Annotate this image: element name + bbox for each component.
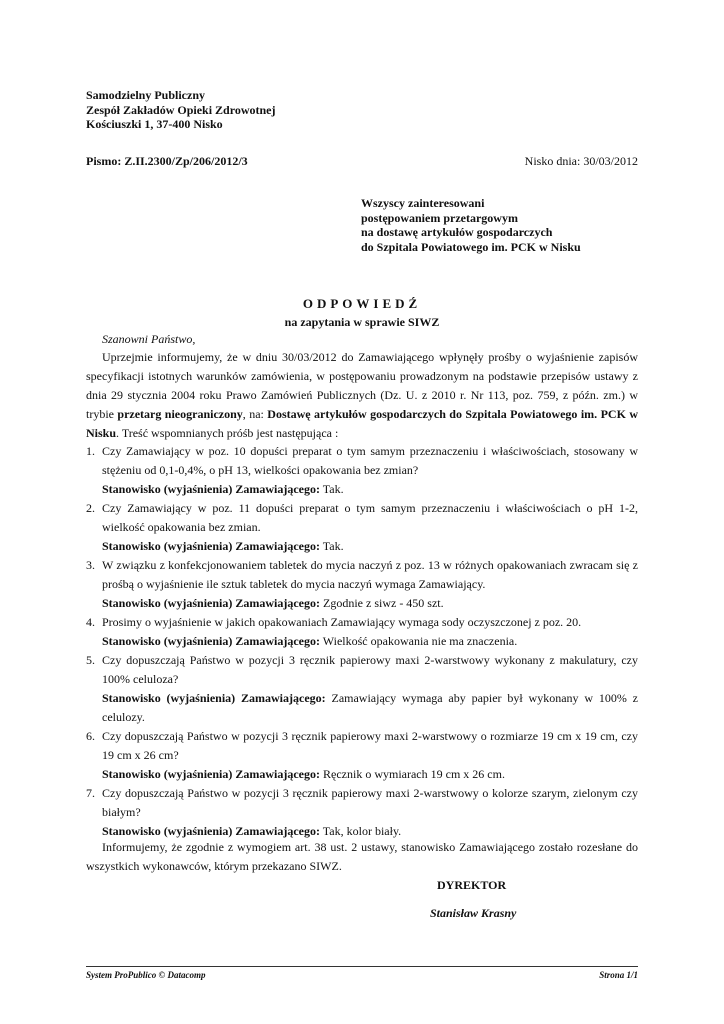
procurement-subject: Dostawę artykułów gospodarczych do Szpitala Powiatowego im. PCK w Nisku bbox=[86, 407, 638, 440]
procurement-mode: przetarg nieograniczony bbox=[117, 407, 243, 421]
intro-text: , na: bbox=[242, 407, 268, 421]
document-subtitle: na zapytania w sprawie SIWZ bbox=[284, 315, 440, 329]
intro-text: Uprzejmie informujemy, że w dniu 30/03/2012 do Zamawiającego wpłynęły prośby o wyjaśnienie zapisów specyfikacji istotnych warunków zamówienia, w postępowaniu prowadzonym na podstawie przepisów ustawy z dnia 29 stycznia 2004 roku Prawo Zamówień Publicznych (Dz. U. z 2010 r. Nr 113, poz. 759, z późn. zm.) w trybie bbox=[86, 350, 638, 421]
answer-label: Stanowisko (wyjaśnienia) Zamawiającego: bbox=[102, 824, 320, 838]
signer-name: Stanisław Krasny bbox=[430, 906, 517, 920]
salutation: Szanowni Państwo, bbox=[102, 332, 196, 346]
question-text: Czy dopuszczają Państwo w pozycji 3 ręcznik papierowy maxi 2-warstwowy o rozmiarze 19 cm x 19 cm, czy 19 cm x 26 cm? bbox=[102, 729, 638, 762]
sender-line: Samodzielny Publiczny bbox=[86, 88, 206, 102]
answer-label: Stanowisko (wyjaśnienia) Zamawiającego: bbox=[102, 691, 326, 705]
question-item bbox=[86, 651, 638, 727]
question-number: 2. bbox=[86, 501, 95, 515]
answer-text: Zgodnie z siwz - 450 szt. bbox=[323, 596, 444, 610]
answer-label: Stanowisko (wyjaśnienia) Zamawiającego: bbox=[102, 767, 320, 781]
questions-list bbox=[86, 442, 638, 841]
answer-text: Tak, kolor biały. bbox=[322, 824, 402, 838]
answer-text: Zamawiający wymaga aby papier był wykonany w 100% z celulozy. bbox=[102, 691, 639, 724]
footer-system: System ProPublico © Datacomp bbox=[86, 970, 206, 980]
sender-address bbox=[86, 88, 275, 132]
question-text: Prosimy o wyjaśnienie w jakich opakowaniach Zamawiający wymaga sody oczyszczonej z poz. 20. bbox=[102, 615, 582, 629]
question-number: 4. bbox=[86, 615, 95, 629]
footer-page-number: Strona 1/1 bbox=[599, 970, 638, 980]
question-text: Czy Zamawiający w poz. 11 dopuści preparat o tym samym przeznaczeniu i właściwościach o pH 1-2, wielkość opakowania bez zmian. bbox=[102, 501, 638, 534]
recipient-address bbox=[361, 196, 581, 254]
question-item bbox=[86, 442, 638, 499]
question-number: 5. bbox=[86, 653, 95, 667]
answer-line bbox=[102, 689, 638, 727]
letter-date: Nisko dnia: 30/03/2012 bbox=[524, 154, 638, 168]
answer-line bbox=[102, 765, 638, 784]
intro-text: . Treść wspomnianych próśb jest następująca : bbox=[116, 426, 339, 440]
recipient-line: do Szpitala Powiatowego im. PCK w Nisku bbox=[361, 239, 581, 254]
sender-line: Zespół Zakładów Opieki Zdrowotnej bbox=[86, 102, 276, 117]
question-number: 6. bbox=[86, 729, 95, 743]
question-text: Czy dopuszczają Państwo w pozycji 3 ręcznik papierowy maxi 2-warstwowy wykonany z makulatury, czy 100% celuloza? bbox=[102, 653, 638, 686]
question-text: Czy Zamawiający w poz. 10 dopuści preparat o tym samym przeznaczeniu i właściwościach, stosowany w stężeniu od 0,1-0,4%, o pH 13, wielkości opakowania bez zmian? bbox=[102, 444, 638, 477]
answer-text: Wielkość opakowania nie ma znaczenia. bbox=[322, 634, 518, 648]
answer-label: Stanowisko (wyjaśnienia) Zamawiającego: bbox=[102, 482, 320, 496]
question-item bbox=[86, 727, 638, 784]
answer-line bbox=[102, 594, 638, 613]
intro-paragraph bbox=[86, 348, 638, 443]
answer-line bbox=[102, 480, 638, 499]
question-item bbox=[86, 499, 638, 556]
letter-reference: Pismo: Z.II.2300/Zp/206/2012/3 bbox=[86, 154, 248, 168]
answer-label: Stanowisko (wyjaśnienia) Zamawiającego: bbox=[102, 634, 320, 648]
recipient-line: na dostawę artykułów gospodarczych bbox=[361, 225, 553, 239]
question-text: W związku z konfekcjonowaniem tabletek do mycia naczyń z poz. 13 w różnych opakowaniach zwracam się z prośbą o wyjaśnienie ile sztuk tabletek do mycia naczyń wymaga Zamawiający. bbox=[102, 558, 638, 591]
answer-label: Stanowisko (wyjaśnienia) Zamawiającego: bbox=[102, 539, 320, 553]
recipient-line: Wszyscy zainteresowani bbox=[361, 196, 485, 210]
question-number: 7. bbox=[86, 786, 95, 800]
question-item bbox=[86, 784, 638, 841]
answer-text: Ręcznik o wymiarach 19 cm x 26 cm. bbox=[323, 767, 505, 781]
signer-role: DYREKTOR bbox=[437, 878, 507, 892]
question-number: 3. bbox=[86, 558, 95, 572]
footer-divider bbox=[86, 966, 638, 967]
question-item bbox=[86, 613, 638, 651]
recipient-line: postępowaniem przetargowym bbox=[361, 210, 518, 225]
sender-line: Kościuszki 1, 37-400 Nisko bbox=[86, 117, 223, 131]
answer-text: Tak. bbox=[322, 482, 344, 496]
question-number: 1. bbox=[86, 444, 95, 458]
closing-paragraph: Informujemy, że zgodnie z wymogiem art. 38 ust. 2 ustawy, stanowisko Zamawiającego zostało rozesłane do wszystkich wykonawców, którym przekazano SIWZ. bbox=[86, 840, 638, 873]
answer-line bbox=[102, 537, 638, 556]
question-text: Czy dopuszczają Państwo w pozycji 3 ręcznik papierowy maxi 2-warstwowy o kolorze szarym, zielonym czy białym? bbox=[102, 786, 638, 819]
answer-text: Tak. bbox=[322, 539, 344, 553]
answer-label: Stanowisko (wyjaśnienia) Zamawiającego: bbox=[102, 596, 320, 610]
document-title: ODPOWIEDŹ bbox=[302, 296, 422, 311]
question-item bbox=[86, 556, 638, 613]
answer-line bbox=[102, 632, 638, 651]
